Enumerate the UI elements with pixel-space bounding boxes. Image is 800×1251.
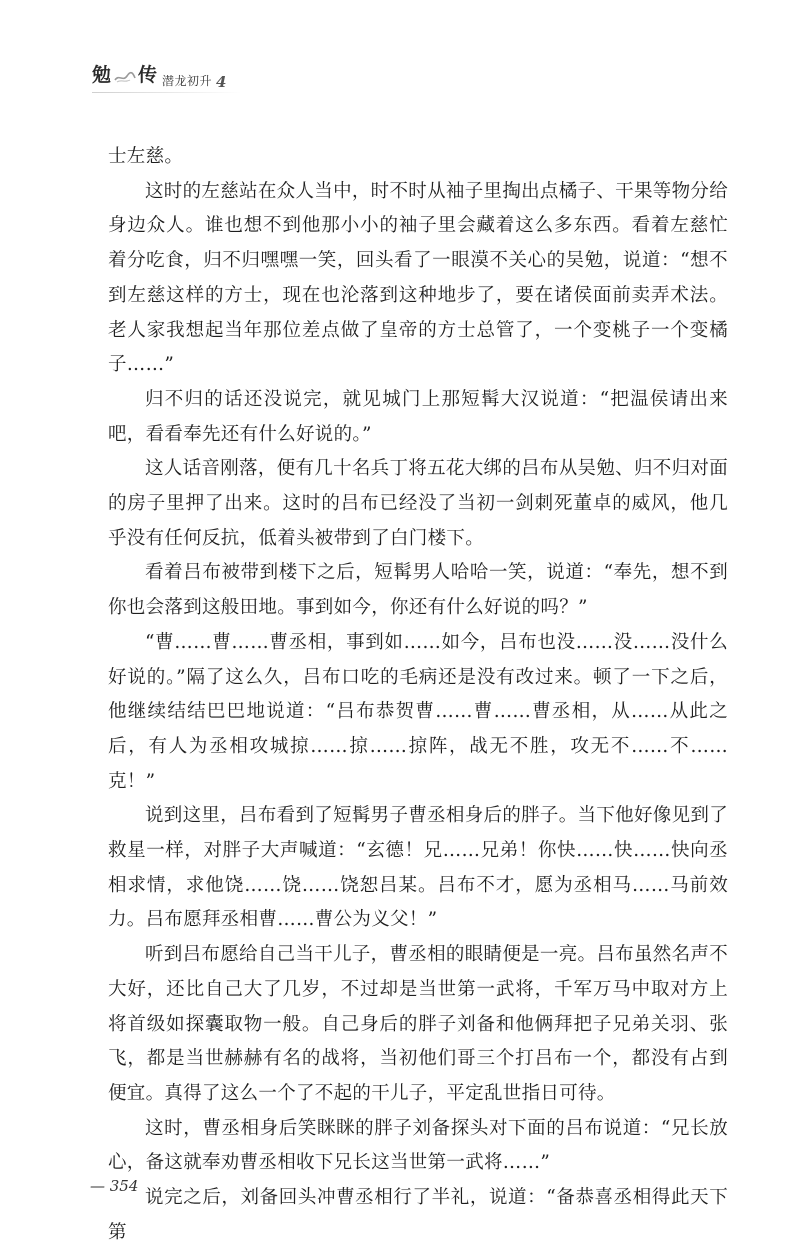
paragraph: 听到吕布愿给自己当干儿子，曹丞相的眼睛便是一亮。吕布虽然名声不大好，还比自己大了几岁，不过却是当世第一武将，千军万马中取对方上将首级如探囊取物一般。自己身后的胖子刘备和他俩拜把子兄弟关羽、张飞，都是当世赫赫有名的战将，当初他们哥三个打吕布一个，都没有占到便宜。真得了这么一个了不起的干儿子，平定乱世指日可待。 bbox=[108, 944, 728, 1104]
paragraph: 看着吕布被带到楼下之后，短髯男人哈哈一笑，说道：“奉先，想不到你也会落到这般田地。事到如今，你还有什么好说的吗？” bbox=[108, 562, 728, 619]
paragraph: 这时的左慈站在众人当中，时不时从袖子里掏出点橘子、干果等物分给身边众人。谁也想不到他那小小的袖子里会藏着这么多东西。看着左慈忙着分吃食，归不归嘿嘿一笑，回头看了一眼漠不关心的吴勉，说道：“想不到左慈这样的方士，现在也沦落到这种地步了，要在诸侯面前卖弄术法。老人家我想起当年那位差点做了皇帝的方士总管了，一个变桃子一个变橘子……” bbox=[108, 180, 728, 376]
paragraph: 说到这里，吕布看到了短髯男子曹丞相身后的胖子。当下他好像见到了救星一样，对胖子大声喊道：“玄德！兄……兄弟！你快……快……快向丞相求情，求他饶……饶……饶恕吕某。吕布不才，愿为丞相马……马前效力。吕布愿拜丞相曹……曹公为义父！” bbox=[108, 805, 728, 931]
running-header bbox=[92, 60, 312, 94]
paragraph: “曹……曹……曹丞相，事到如……如今，吕布也没……没……没什么好说的。”隔了这么久，吕布口吃的毛病还是没有改过来。顿了一下之后，他继续结结巴巴地说道：“吕布恭贺曹……曹……曹丞相，从……从此之后，有人为丞相攻城掠……掠……掠阵，战无不胜，攻无不……不……克！” bbox=[108, 631, 728, 792]
paragraph: 这时，曹丞相身后笑眯眯的胖子刘备探头对下面的吕布说道：“兄长放心，备这就奉劝曹丞相收下兄长这当世第一武将……” bbox=[108, 1117, 728, 1174]
header-title-char-2: 传 bbox=[138, 64, 158, 86]
body-text bbox=[108, 140, 728, 1251]
brush-ornament-icon bbox=[114, 70, 136, 84]
header-subtitle: 潜龙初升 bbox=[162, 74, 213, 88]
header-volume-number: 4 bbox=[216, 73, 227, 91]
header-title-char-1: 勉 bbox=[92, 64, 112, 86]
header-divider bbox=[92, 92, 242, 93]
paragraph: 士左慈。 bbox=[108, 146, 184, 167]
paragraph: 说完之后，刘备回头冲曹丞相行了半礼，说道：“备恭喜丞相得此天下第 bbox=[108, 1187, 728, 1243]
page-number: — 354 bbox=[90, 1177, 139, 1195]
paragraph: 这人话音刚落，便有几十名兵丁将五花大绑的吕布从吴勉、归不归对面的房子里押了出来。这时的吕布已经没了当初一剑刺死董卓的威风，他几乎没有任何反抗，低着头被带到了白门楼下。 bbox=[108, 458, 728, 549]
paragraph: 归不归的话还没说完，就见城门上那短髯大汉说道：“把温侯请出来吧，看看奉先还有什么好说的。” bbox=[108, 388, 728, 445]
